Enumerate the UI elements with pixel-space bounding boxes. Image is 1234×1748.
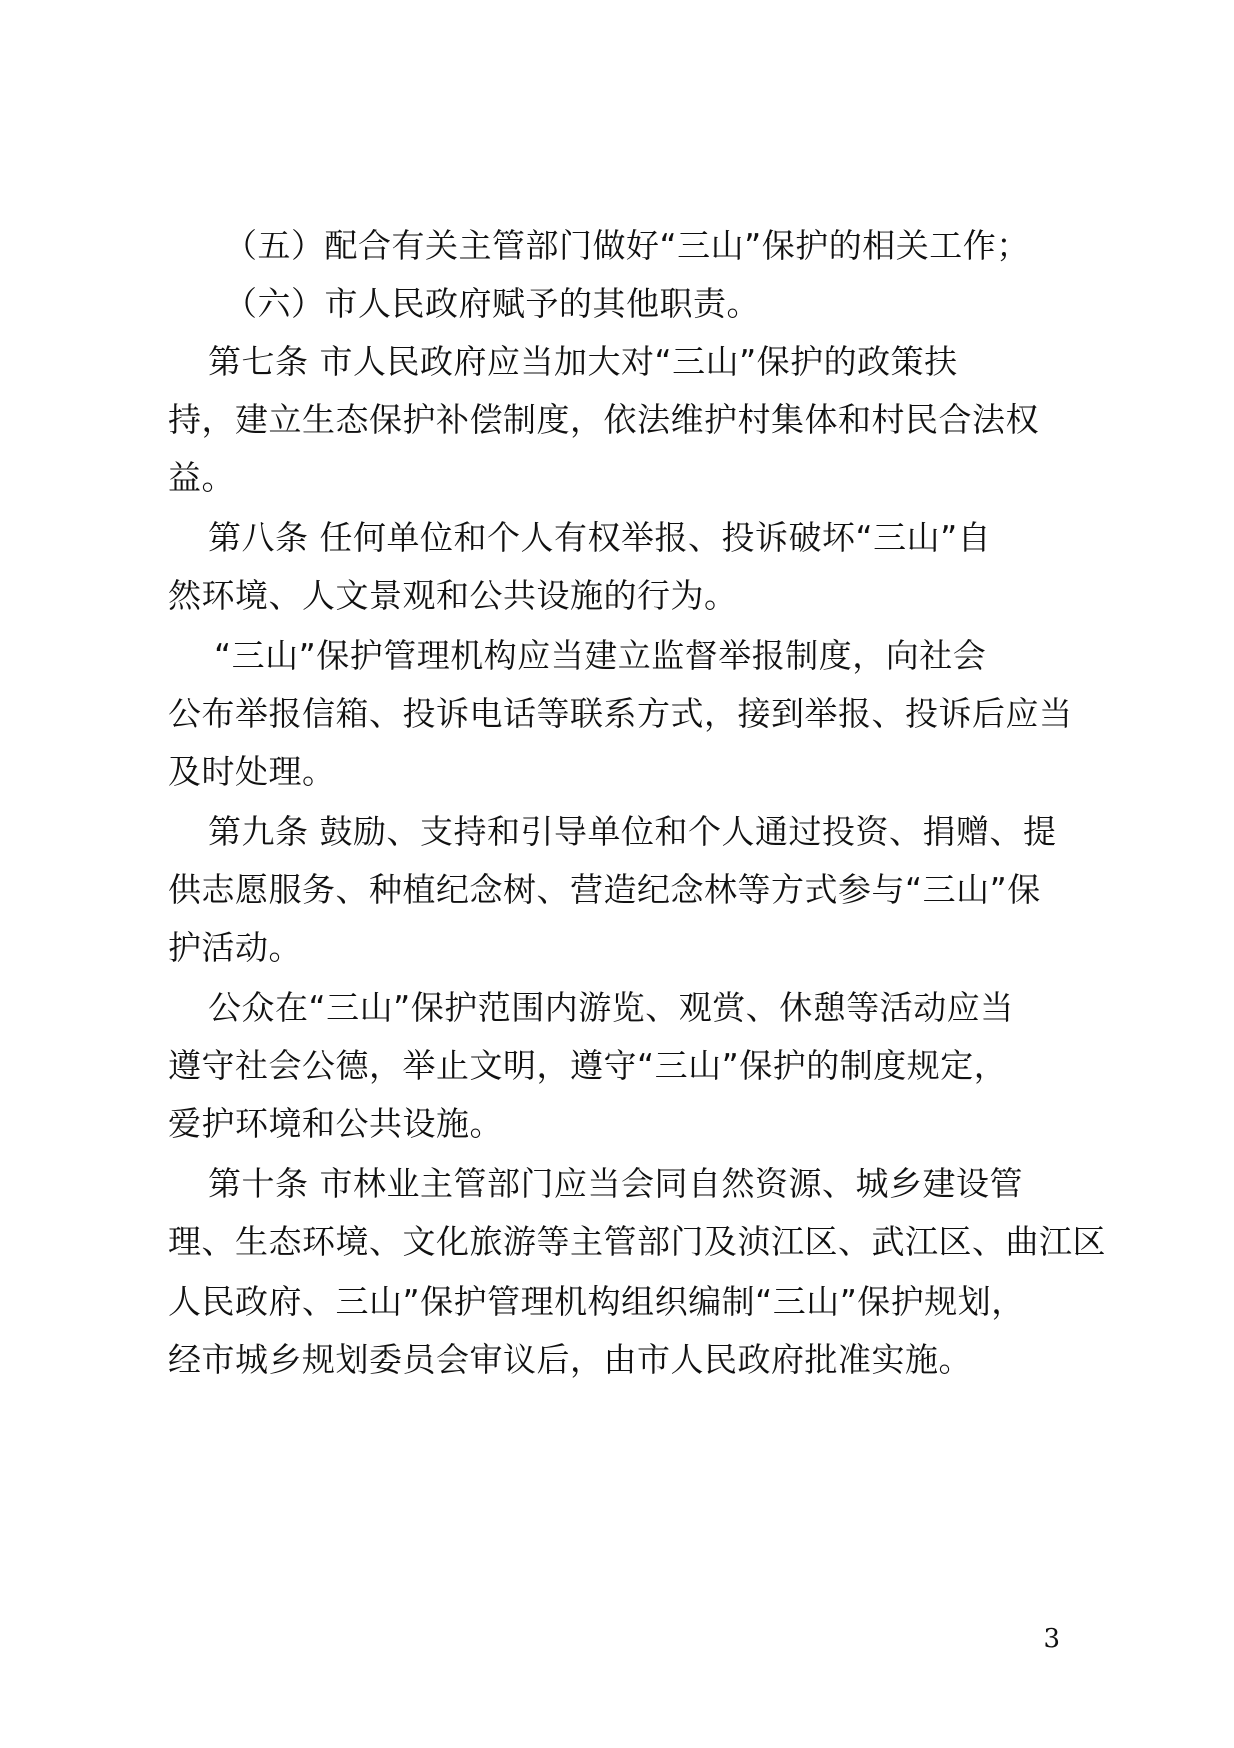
text-line: 及时处理。 — [168, 752, 336, 791]
text-line: 持，建立生态保护补偿制度，依法维护村集体和村民合法权 — [168, 400, 1039, 439]
article-9-heading-line: 第九条 鼓励、支持和引导单位和个人通过投资、捐赠、提 — [208, 812, 1057, 851]
text-line: “三山”保护管理机构应当建立监督举报制度，向社会 — [214, 636, 987, 675]
text-line: 公众在“三山”保护范围内游览、观赏、休憩等活动应当 — [208, 988, 1014, 1027]
text-line: 护活动。 — [168, 928, 302, 967]
text-line: 理、生态环境、文化旅游等主管部门及浈江区、武江区、曲江区 — [168, 1222, 1106, 1261]
article-10-heading-line: 第十条 市林业主管部门应当会同自然资源、城乡建设管 — [208, 1164, 1023, 1203]
article-7-heading-line: 第七条 市人民政府应当加大对“三山”保护的政策扶 — [208, 342, 958, 381]
text-line: 人民政府、三山”保护管理机构组织编制“三山”保护规划， — [168, 1282, 1025, 1321]
text-line: 公布举报信箱、投诉电话等联系方式，接到举报、投诉后应当 — [168, 694, 1073, 733]
text-line: 益。 — [168, 458, 235, 497]
page-number: 3 — [1043, 1624, 1060, 1654]
text-line: 遵守社会公德，举止文明，遵守“三山”保护的制度规定， — [168, 1046, 1008, 1085]
text-line: （六）市人民政府赋予的其他职责。 — [224, 284, 760, 323]
article-8-heading-line: 第八条 任何单位和个人有权举报、投诉破坏“三山”自 — [208, 518, 992, 557]
text-line: 经市城乡规划委员会审议后，由市人民政府批准实施。 — [168, 1340, 972, 1379]
text-line: 供志愿服务、种植纪念树、营造纪念林等方式参与“三山”保 — [168, 870, 1041, 909]
text-line: （五）配合有关主管部门做好“三山”保护的相关工作； — [224, 226, 1030, 265]
text-line: 爱护环境和公共设施。 — [168, 1104, 503, 1143]
text-line: 然环境、人文景观和公共设施的行为。 — [168, 576, 738, 615]
